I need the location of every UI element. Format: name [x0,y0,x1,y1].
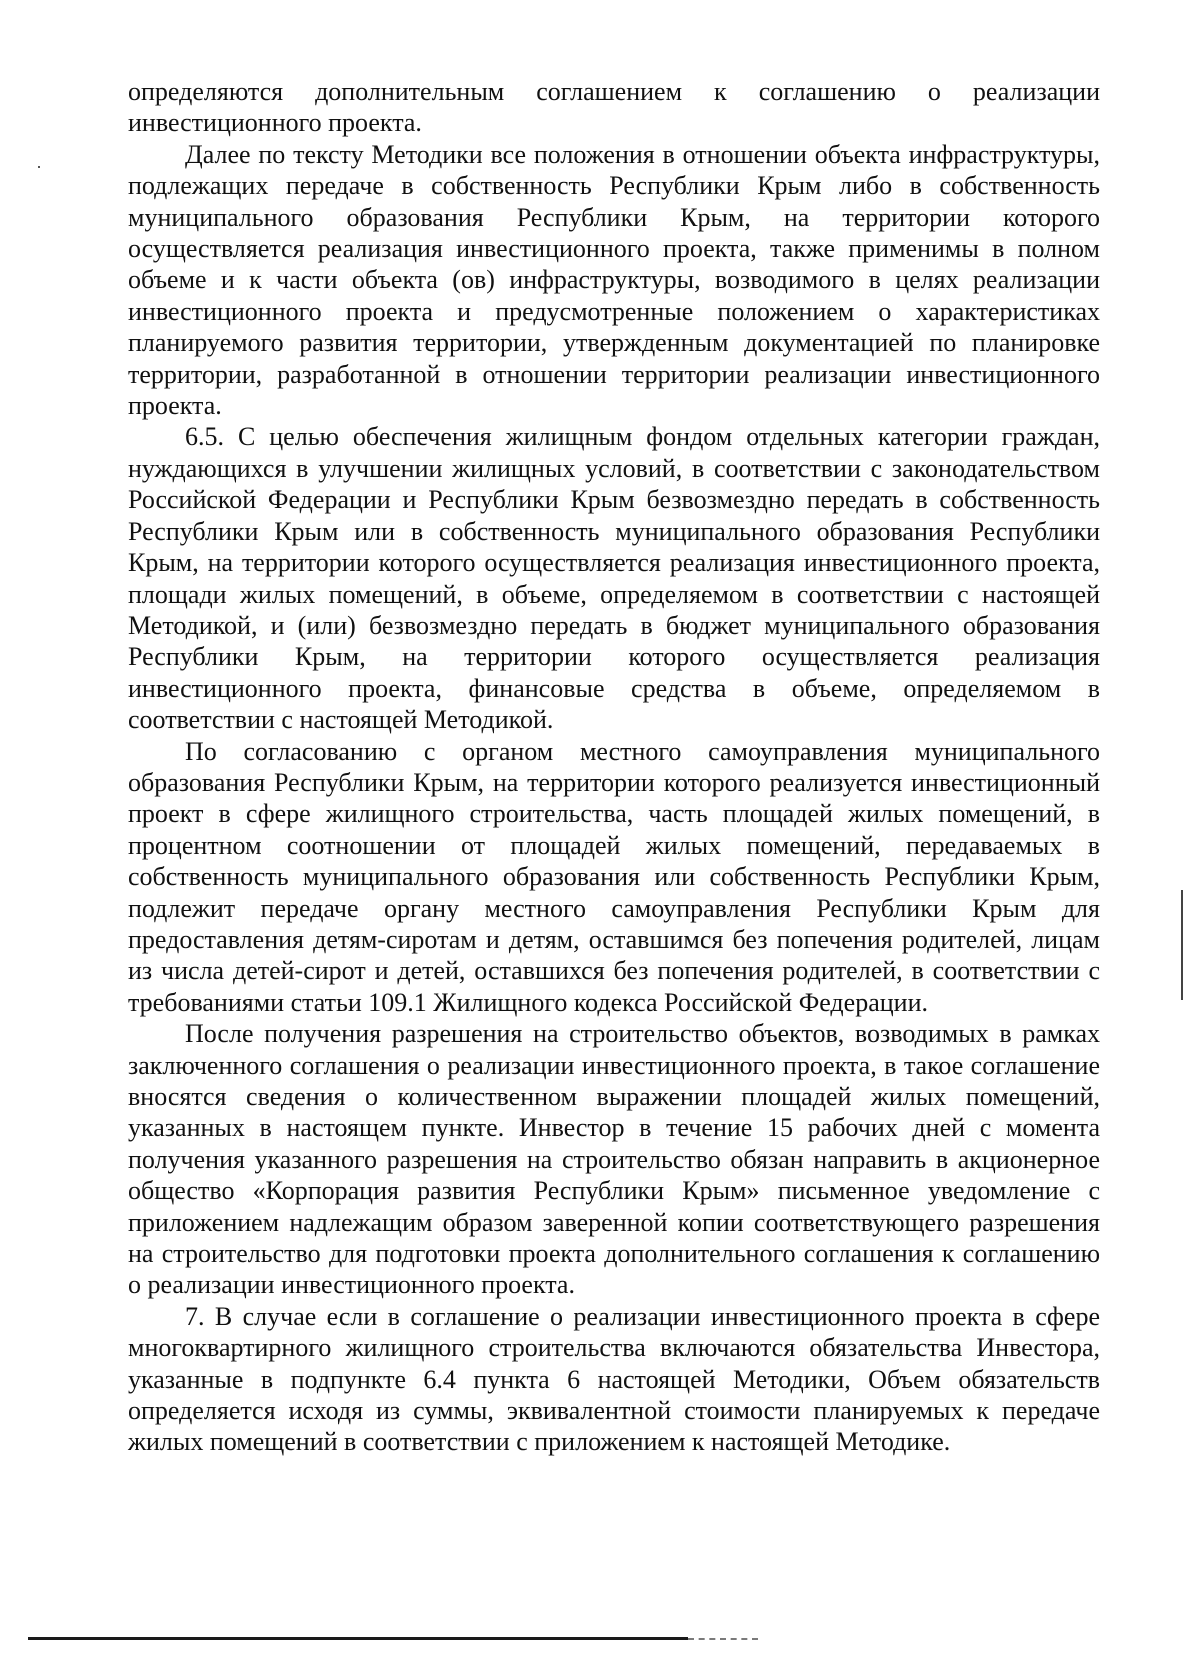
scan-speck [38,166,40,168]
paragraph-continuation: определяются дополнительным соглашением к соглашению о реализации инвестиционного проекта. [128,77,1100,138]
bottom-rule-fade [688,1638,758,1640]
paragraph-construction-permit: После получения разрешения на строительство объектов, возводимых в рамках заключенного соглашения о реализации инвестиционного проекта, в такое соглашение вносятся сведения о количественном выражении площадей жилых помещений, указанных в настоящем пункте. Инвестор в течение 15 рабочих дней с момента получения указанного разрешения на строительство обязан направить в акционерное общество «Корпорация развития Республики Крым» письменное уведомление с приложением надлежащим образом заверенной копии соответствующего разрешения на строительство для подготовки проекта дополнительного соглашения к соглашению о реализации инвестиционного проекта. [128,1019,1100,1300]
paragraph-infrastructure: Далее по тексту Методики все положения в отношении объекта инфраструктуры, подлежащих передаче в собственность Республики Крым либо в собственность муниципального образования Республики Крым, на территории которого осуществляется реализация инвестиционного проекта, также применимы в полном объеме и к части объекта (ов) инфраструктуры, возводимого в целях реализации инвестиционного проекта и предусмотренные положением о характеристиках планируемого развития территории, утвержденным документацией по планировке территории, разработанной в отношении территории реализации инвестиционного проекта. [128,139,1100,421]
document-body [128,76,1100,1458]
scan-edge-mark [1181,890,1183,1000]
paragraph-6-5: 6.5. С целью обеспечения жилищным фондом отдельных категории граждан, нуждающихся в улучшении жилищных условий, в соответствии с законодательством Российской Федерации и Республики Крым безвозмездно передать в собственность Республики Крым или в собственность муниципального образования Республики Крым, на территории которого осуществляется реализация инвестиционного проекта, площади жилых помещений, в объеме, определяемом в соответствии с настоящей Методикой, и (или) безвозмездно передать в бюджет муниципального образования Республики Крым, на территории которого осуществляется реализация инвестиционного проекта, финансовые средства в объеме, определяемом в соответствии с настоящей Методикой. [128,422,1100,735]
paragraph-7: 7. В случае если в соглашение о реализации инвестиционного проекта в сфере многоквартирного жилищного строительства включаются обязательства Инвестора, указанные в подпункте 6.4 пункта 6 настоящей Методики, Объем обязательств определяется исходя из суммы, эквивалентной стоимости планируемых к передаче жилых помещений в соответствии с приложением к настоящей Методике. [128,1301,1100,1457]
paragraph-orphans-housing: По согласованию с органом местного самоуправления муниципального образования Республики Крым, на территории которого реализуется инвестиционный проект в сфере жилищного строительства, часть площадей жилых помещений, в процентном соотношении от площадей жилых помещений, передаваемых в собственность муниципального образования или собственность Республики Крым, подлежит передаче органу местного самоуправления Республики Крым для предоставления детям-сиротам и детям, оставшимся без попечения родителей, лицам из числа детей-сирот и детей, оставшихся без попечения родителей, в соответствии с требованиями статьи 109.1 Жилищного кодекса Российской Федерации. [128,736,1100,1017]
bottom-rule [28,1637,688,1640]
